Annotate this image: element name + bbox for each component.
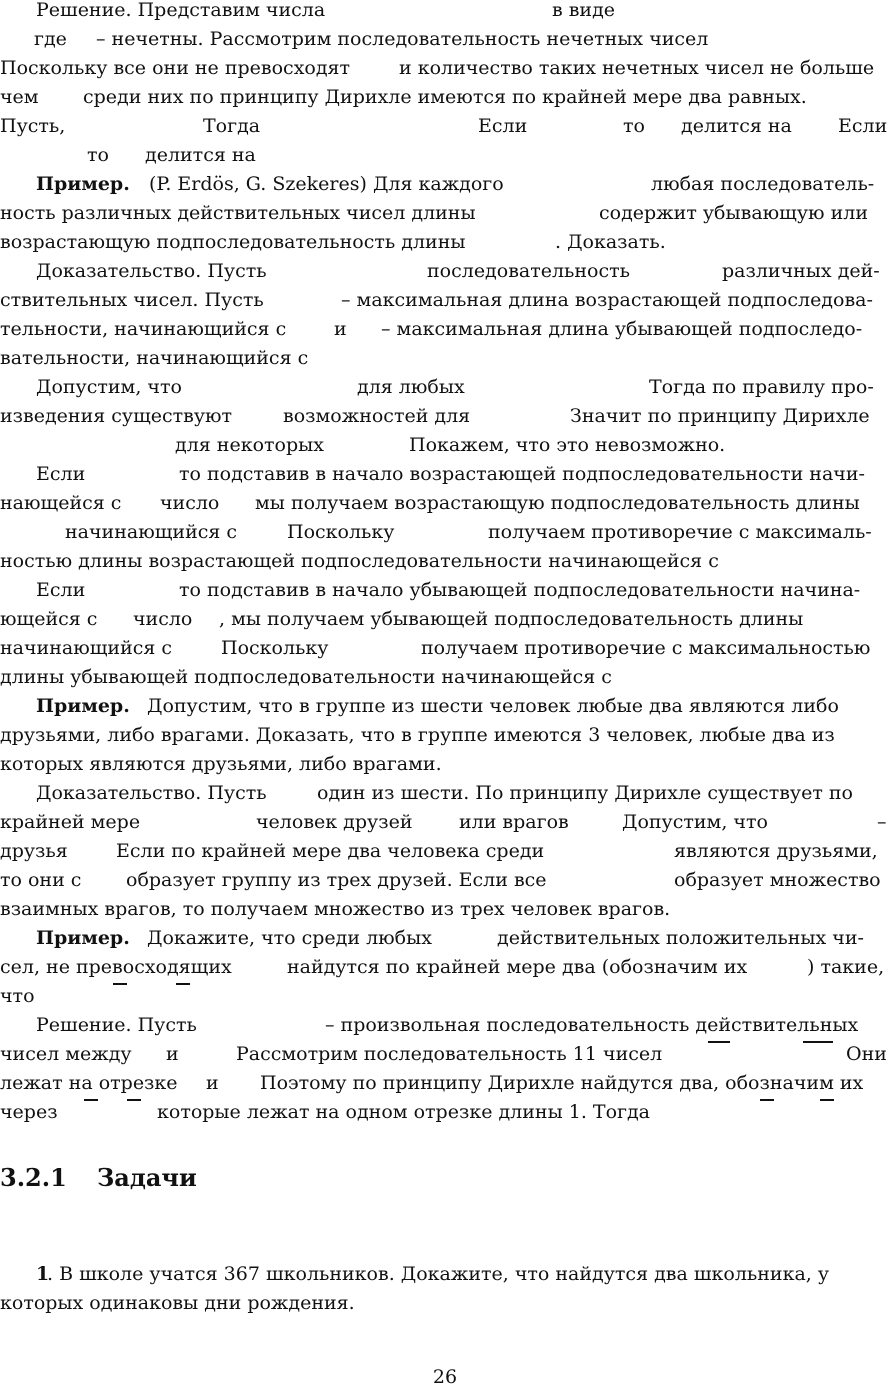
text-segment: что [0,985,35,1007]
text-segment: Если [478,115,528,137]
math-bar [127,1099,141,1101]
text-segment: которых одинаковы дни рождения. [0,1292,355,1314]
text-segment: для некоторых [175,434,324,456]
text-segment: то подставив в начало убывающей подпоследовательности начина- [179,579,861,601]
text-segment: Доказательство. Пусть [36,260,267,282]
text-segment: образует группу из трех друзей. Если все [126,869,547,891]
text-segment: Значит по принципу Дирихле [570,405,870,427]
text-segment: Рассмотрим последовательность 11 чисел [236,1043,663,1065]
problem-item [0,1260,890,1289]
text-segment: Они [846,1043,887,1065]
text-segment: мы получаем возрастающую подпоследовательность длины [255,492,860,514]
text-segment: крайней мере [0,811,141,833]
text-segment: возрастающую подпоследовательность длины [0,231,466,253]
text-line [0,0,890,25]
math-bar [820,1099,834,1101]
math-bar [84,1099,98,1101]
text-line [0,1040,890,1069]
text-line [0,83,890,112]
text-line [0,721,890,750]
text-segment: Поскольку все они не превосходят [0,57,351,79]
text-segment: в виде [552,0,616,21]
text-segment: Поскольку [221,637,329,659]
text-segment: вательности, начинающийся с [0,347,309,369]
text-segment: или врагов [459,811,569,833]
text-segment: которые лежат на одном отрезке длины 1. Тогда [157,1101,650,1123]
math-bar [113,983,127,985]
section-heading [0,1161,890,1195]
text-segment: лежат на отрезке [0,1072,178,1094]
text-line [0,1289,890,1318]
text-line [0,837,890,866]
text-segment: начинающийся с [65,521,238,543]
text-segment: для любых [357,376,465,398]
text-line [0,1069,890,1098]
text-segment: Тогда [203,115,261,137]
text-line [0,895,890,924]
math-bar [803,1041,833,1043]
text-segment: длины убывающей подпоследовательности начинающейся с [0,666,612,688]
text-segment: действительных положительных чи- [497,927,864,949]
text-segment: Если [838,115,888,137]
text-segment: взаимных врагов, то получаем множество из трех человек врагов. [0,898,671,920]
text-segment: и [166,1043,179,1065]
math-bar [176,983,190,985]
text-segment: Допустим, что [36,376,182,398]
text-segment: ностью длины возрастающей подпоследовательности начинающейся с [0,550,719,572]
text-line [0,663,890,692]
text-segment: Покажем, что это невозможно. [409,434,726,456]
text-segment: последовательность [427,260,630,282]
text-line [0,634,890,663]
text-line [0,344,890,373]
text-line [0,779,890,808]
text-line [0,141,890,170]
text-segment: делится на [145,144,256,166]
text-segment: Если [36,463,86,485]
text-line [0,489,890,518]
text-line [0,373,890,402]
text-segment: чем [0,86,39,108]
text-segment: ность различных действительных чисел длины [0,202,476,224]
text-line [0,547,890,576]
text-segment: содержит убывающую или [599,202,869,224]
text-line [0,228,890,257]
text-segment: возможностей для [283,405,471,427]
text-segment: делится на [681,115,792,137]
text-segment: образует множество [674,869,881,891]
text-segment: через [0,1101,58,1123]
text-line [0,953,890,982]
text-segment: ющейся с [0,608,98,630]
text-segment: , мы получаем убывающей подпоследовательность длины [219,608,804,630]
text-line [0,460,890,489]
text-segment: изведения существуют [0,405,233,427]
text-line [0,750,890,779]
math-bar [760,1099,774,1101]
text-segment: Поэтому по принципу Дирихле найдутся два, обозначим их [260,1072,864,1094]
text-segment: начинающийся с [0,637,173,659]
text-segment: любая последователь- [651,173,875,195]
text-line [0,402,890,431]
text-segment: ) такие, [807,956,885,978]
text-segment: Пример. [36,927,130,949]
text-line [0,112,890,141]
text-segment: нающейся с [0,492,122,514]
example-heading-line [0,170,890,199]
text-segment: . Доказать. [555,231,666,253]
text-segment: Если [36,579,86,601]
text-segment: Тогда по правилу про- [649,376,874,398]
text-segment: получаем противоречие с максимальностью [421,637,871,659]
text-segment: . В школе учатся 367 школьников. Докажите, что найдутся два школьника, у [47,1263,830,1285]
text-segment: чисел между [0,1043,132,1065]
text-segment: то подставив в начало возрастающей подпоследовательности начи- [179,463,865,485]
text-segment: Поскольку [287,521,395,543]
text-segment: – максимальная длина возрастающей подпоследова- [341,289,873,311]
text-segment: – произвольная последовательность действительных [325,1014,859,1036]
text-segment: получаем противоречие с максималь- [488,521,872,543]
text-segment: и [334,318,347,340]
text-segment: Решение. Представим числа [36,0,326,21]
section-title: Задачи [97,1163,197,1192]
text-line [0,518,890,547]
text-line [0,808,890,837]
text-line [0,1011,890,1040]
text-segment: один из шести. По принципу Дирихле существует по [317,782,853,804]
page-number: 26 [432,1366,458,1388]
text-line [0,257,890,286]
text-segment: Докажите, что среди любых [147,927,432,949]
text-line [0,431,890,460]
text-segment: Пример. [36,695,130,717]
text-segment: (P. Erdös, G. Szekeres) Для каждого [149,173,504,195]
text-segment: Доказательство. Пусть [36,782,267,804]
text-segment: сел, не превосходящих [0,956,232,978]
text-segment: Решение. Пусть [36,1014,197,1036]
text-segment: друзьями, либо врагами. Доказать, что в группе имеются 3 человек, любые два из [0,724,835,746]
text-segment: Допустим, что в группе из шести человек любые два являются либо [147,695,839,717]
text-segment: которых являются друзьями, либо врагами. [0,753,442,775]
text-line [0,25,890,54]
text-segment: – нечетны. Рассмотрим последовательность нечетных чисел [96,28,709,50]
text-segment: среди них по принципу Дирихле имеются по крайней мере два равных. [83,86,807,108]
text-line [0,199,890,228]
text-segment: ствительных чисел. Пусть [0,289,264,311]
text-segment: различных дей- [722,260,880,282]
text-line [0,605,890,634]
text-line [0,576,890,605]
text-segment: друзья [0,840,68,862]
text-segment: – максимальная длина убывающей подпоследо- [381,318,863,340]
text-segment: число [160,492,220,514]
example-heading-line [0,924,890,953]
text-line [0,866,890,895]
text-segment: Если по крайней мере два человека среди [116,840,545,862]
text-line [0,286,890,315]
text-segment: то они с [0,869,82,891]
text-line [0,982,890,1011]
text-line [0,54,890,83]
text-line [0,1098,890,1127]
text-segment: Допустим, что [622,811,768,833]
problem-number: 1 [36,1263,50,1285]
text-segment: человек друзей [256,811,413,833]
text-segment: являются друзьями, [674,840,878,862]
section-number: 3.2.1 [0,1163,67,1192]
text-segment: где [34,28,67,50]
text-segment: и [206,1072,219,1094]
text-segment: найдутся по крайней мере два (обозначим их [287,956,748,978]
text-segment: – [877,811,887,833]
example-heading-line [0,692,890,721]
text-segment: то [623,115,645,137]
text-segment: то [87,144,109,166]
text-segment: и количество таких нечетных чисел не больше [399,57,875,79]
text-segment: число [133,608,193,630]
text-segment: Пример. [36,173,130,195]
text-line [0,315,890,344]
text-segment: тельности, начинающийся с [0,318,287,340]
text-segment: Пусть, [0,115,66,137]
math-bar [708,1041,730,1043]
